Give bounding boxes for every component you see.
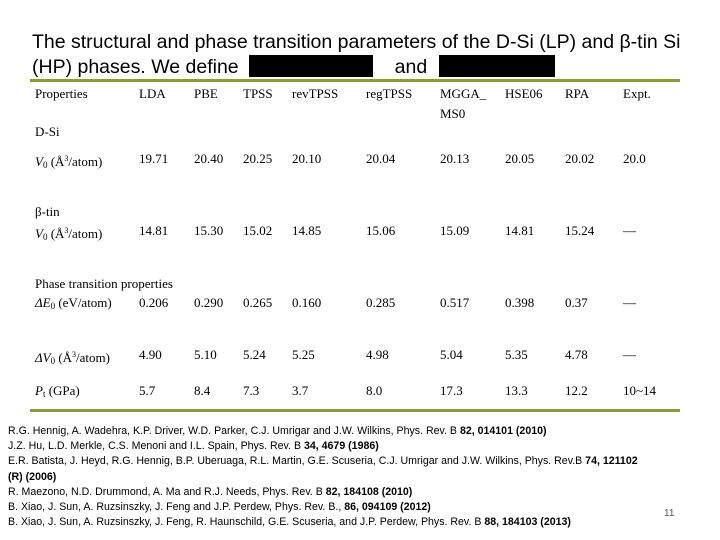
table-cell: 8.0 — [366, 383, 383, 398]
table-cell: 20.40 — [194, 151, 224, 166]
reference-item: R. Maezono, N.D. Drummond, A. Ma and R.J. Needs, Phys. Rev. B 82, 184108 (2010) — [8, 485, 413, 498]
table-cell: 3.7 — [292, 383, 309, 398]
table-cell: 20.04 — [366, 151, 396, 166]
row-label: $V_0$ $(Å^3/atom)$ — [35, 226, 103, 242]
table-cell: 20.13 — [440, 151, 470, 166]
table-cell: 4.78 — [565, 347, 588, 362]
table-cell: 14.85 — [292, 223, 322, 238]
table-cell: 5.25 — [292, 347, 315, 362]
reference-item: J.Z. Hu, L.D. Merkle, C.S. Menoni and I.L. Spain, Phys. Rev. B 34, 4679 (1986) — [8, 440, 379, 453]
table-cell: 15.02 — [243, 223, 273, 238]
header-expt: Expt. — [623, 86, 651, 101]
table-bottom-rule — [30, 409, 680, 412]
table-cell: 0.265 — [243, 295, 273, 310]
table-cell: 0.290 — [194, 295, 224, 310]
table-cell: 5.7 — [139, 383, 156, 398]
redaction-block — [249, 55, 373, 77]
header-mgga-line1: MGGA_ — [440, 86, 487, 101]
table-cell: 20.0 — [623, 151, 646, 166]
table-cell: — — [623, 223, 636, 238]
table-cell: — — [623, 347, 636, 362]
page-number: 11 — [664, 508, 675, 519]
section-beta-tin: β-tin — [35, 204, 60, 219]
table-cell: 0.160 — [292, 295, 322, 310]
header-pbe: PBE — [194, 86, 218, 101]
table-cell: 4.98 — [366, 347, 389, 362]
header-lda: LDA — [139, 86, 166, 101]
header-tpss: TPSS — [243, 86, 273, 101]
table-cell: 15.30 — [194, 223, 224, 238]
table-cell: 19.71 — [139, 151, 169, 166]
table-cell: 5.35 — [505, 347, 528, 362]
row-label: $\Delta V_0$ $(Å^3/atom)$ — [35, 350, 110, 366]
header-hse06: HSE06 — [505, 86, 543, 101]
table-cell: 8.4 — [194, 383, 211, 398]
table-cell: 15.09 — [440, 223, 470, 238]
title-line-2 — [32, 55, 712, 80]
row-label: $P_t$ (GPa) — [35, 383, 80, 399]
redaction-block — [439, 55, 555, 77]
table-cell: 14.81 — [505, 223, 535, 238]
header-rpa: RPA — [565, 86, 590, 101]
header-regtpss: regTPSS — [366, 86, 413, 101]
table-cell: 20.02 — [565, 151, 595, 166]
section-dsi: D-Si — [35, 124, 60, 139]
reference-item: E.R. Batista, J. Heyd, R.G. Hennig, B.P. Uberuaga, R.L. Martin, G.E. Scuseria, C.J. Umrigar and J.W. Wilkins, Phys. Rev.B 74, 121102 — [8, 455, 638, 468]
table-cell: 5.04 — [440, 347, 463, 362]
header-revtpss: revTPSS — [292, 86, 339, 101]
title-line-1: The structural and phase transition parameters of the D-Si (LP) and β-tin Si — [32, 31, 681, 53]
reference-item: B. Xiao, J. Sun, A. Ruzsinszky, J. Feng and J.P. Perdew, Phys. Rev. B., 86, 094109 (2012) — [8, 501, 431, 514]
table-cell: 10~14 — [623, 383, 657, 398]
header-properties: Properties — [35, 86, 88, 101]
title-line-2-text: (HP) phases. We define — [32, 56, 239, 78]
section-phase-transition: Phase transition properties — [35, 276, 173, 291]
table-cell: 14.81 — [139, 223, 169, 238]
table-cell: 0.398 — [505, 295, 535, 310]
table-cell: 0.206 — [139, 295, 169, 310]
table-cell: — — [623, 295, 636, 310]
row-label: $\Delta E_0$ (eV/atom) — [35, 295, 112, 311]
table-cell: 17.3 — [440, 383, 463, 398]
table-cell: 12.2 — [565, 383, 588, 398]
table-cell: 0.517 — [440, 295, 470, 310]
table-cell: 4.90 — [139, 347, 162, 362]
slide-title — [32, 30, 712, 80]
header-mgga-line2: MS0 — [440, 106, 466, 121]
header-mgga-ms0 — [440, 86, 486, 122]
reference-item: R.G. Hennig, A. Wadehra, K.P. Driver, W.D. Parker, C.J. Umrigar and J.W. Wilkins, Phys. Rev. B 82, 014101 (2010) — [8, 425, 547, 437]
table-cell: 15.24 — [565, 223, 595, 238]
table-cell: 0.37 — [565, 295, 588, 310]
table-cell: 5.24 — [243, 347, 266, 362]
table-cell: 20.10 — [292, 151, 322, 166]
row-label: $V_0$ $(Å^3/atom)$ — [35, 154, 103, 170]
reference-item: B. Xiao, J. Sun, A. Ruzsinszky, J. Feng, R. Haunschild, G.E. Scuseria, and J.P. Perdew, Phys. Rev. B 88, 184103 (2013) — [8, 516, 571, 529]
title-and: and — [394, 56, 428, 78]
table-cell: 13.3 — [505, 383, 528, 398]
table-top-rule — [30, 79, 680, 82]
references-list — [8, 424, 720, 530]
table-cell: 15.06 — [366, 223, 396, 238]
table-cell: 20.05 — [505, 151, 535, 166]
table-cell: 0.285 — [366, 295, 396, 310]
table-cell: 20.25 — [243, 151, 273, 166]
table-cell: 5.10 — [194, 347, 217, 362]
reference-item: (R) (2006) — [8, 470, 57, 483]
table-cell: 7.3 — [243, 383, 260, 398]
